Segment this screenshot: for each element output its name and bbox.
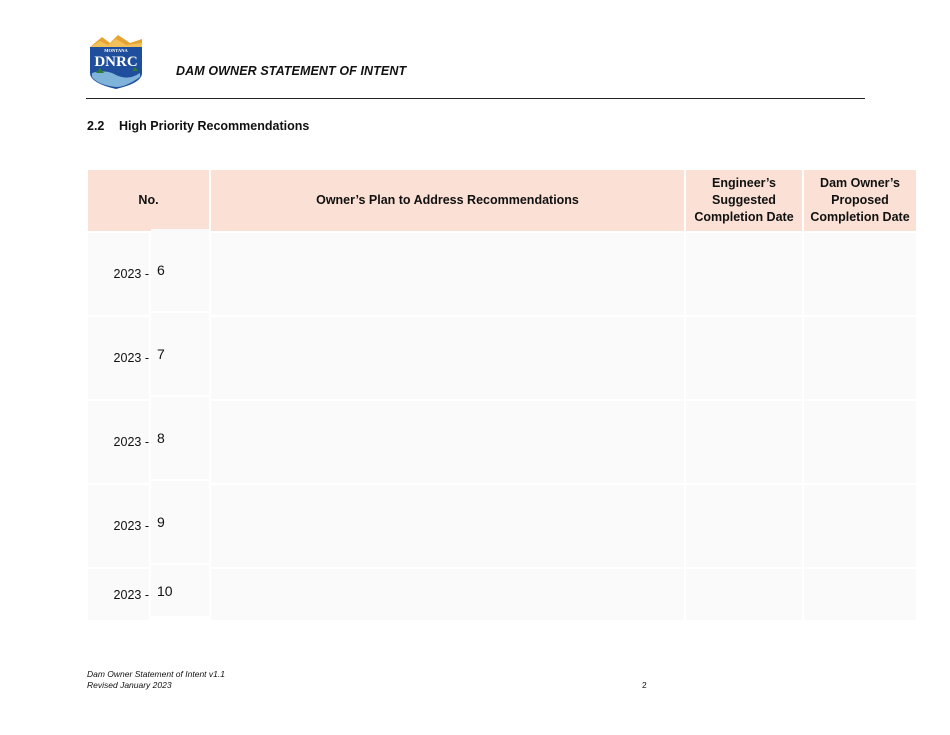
- row-year: 2023 -: [88, 401, 149, 483]
- row-number: 8: [151, 397, 209, 479]
- engineer-date-cell[interactable]: [686, 233, 802, 315]
- header-engineer-date: [686, 170, 802, 231]
- table-row: [88, 569, 916, 620]
- owner-date-cell[interactable]: [804, 233, 916, 315]
- footer-version: Dam Owner Statement of Intent v1.1: [87, 669, 225, 679]
- table-row: [88, 401, 916, 483]
- row-year: 2023 -: [88, 569, 149, 620]
- header-plan: Owner’s Plan to Address Recommendations: [211, 170, 684, 231]
- header-owner-date: [804, 170, 916, 231]
- owner-date-cell[interactable]: [804, 485, 916, 567]
- row-number: 10: [151, 565, 209, 616]
- row-number: 9: [151, 481, 209, 563]
- row-year: 2023 -: [88, 233, 149, 315]
- row-number: 6: [151, 229, 209, 311]
- plan-cell[interactable]: [211, 569, 684, 620]
- plan-cell[interactable]: [211, 485, 684, 567]
- table-row: [88, 317, 916, 399]
- owner-date-cell[interactable]: [804, 569, 916, 620]
- logo-dnrc-text: DNRC: [94, 54, 138, 70]
- recommendations-table: [86, 168, 918, 622]
- plan-cell[interactable]: [211, 317, 684, 399]
- plan-cell[interactable]: [211, 401, 684, 483]
- header-owner-line: Dam Owner’s: [820, 176, 900, 190]
- footer: [87, 669, 225, 691]
- owner-date-cell[interactable]: [804, 317, 916, 399]
- table-row: [88, 485, 916, 567]
- logo-montana-text: MONTANA: [104, 48, 128, 53]
- row-year: 2023 -: [88, 317, 149, 399]
- header-owner-line: Completion Date: [810, 210, 910, 224]
- document-title: DAM OWNER STATEMENT OF INTENT: [176, 64, 407, 78]
- row-year: 2023 -: [88, 485, 149, 567]
- section-title: High Priority Recommendations: [119, 119, 310, 133]
- header-engineer-line: Suggested: [712, 193, 776, 207]
- engineer-date-cell[interactable]: [686, 317, 802, 399]
- dnrc-logo: [86, 33, 146, 91]
- section-heading: [87, 119, 309, 133]
- section-number: 2.2: [87, 119, 105, 133]
- engineer-date-cell[interactable]: [686, 569, 802, 620]
- plan-cell[interactable]: [211, 233, 684, 315]
- page-number: 2: [642, 680, 647, 690]
- header-divider: [86, 98, 865, 99]
- engineer-date-cell[interactable]: [686, 401, 802, 483]
- owner-date-cell[interactable]: [804, 401, 916, 483]
- footer-revised: Revised January 2023: [87, 680, 172, 690]
- header-engineer-line: Completion Date: [694, 210, 794, 224]
- header-owner-line: Proposed: [831, 193, 889, 207]
- header-no: No.: [88, 170, 209, 231]
- header-engineer-line: Engineer’s: [712, 176, 776, 190]
- engineer-date-cell[interactable]: [686, 485, 802, 567]
- row-number: 7: [151, 313, 209, 395]
- table-row: [88, 233, 916, 315]
